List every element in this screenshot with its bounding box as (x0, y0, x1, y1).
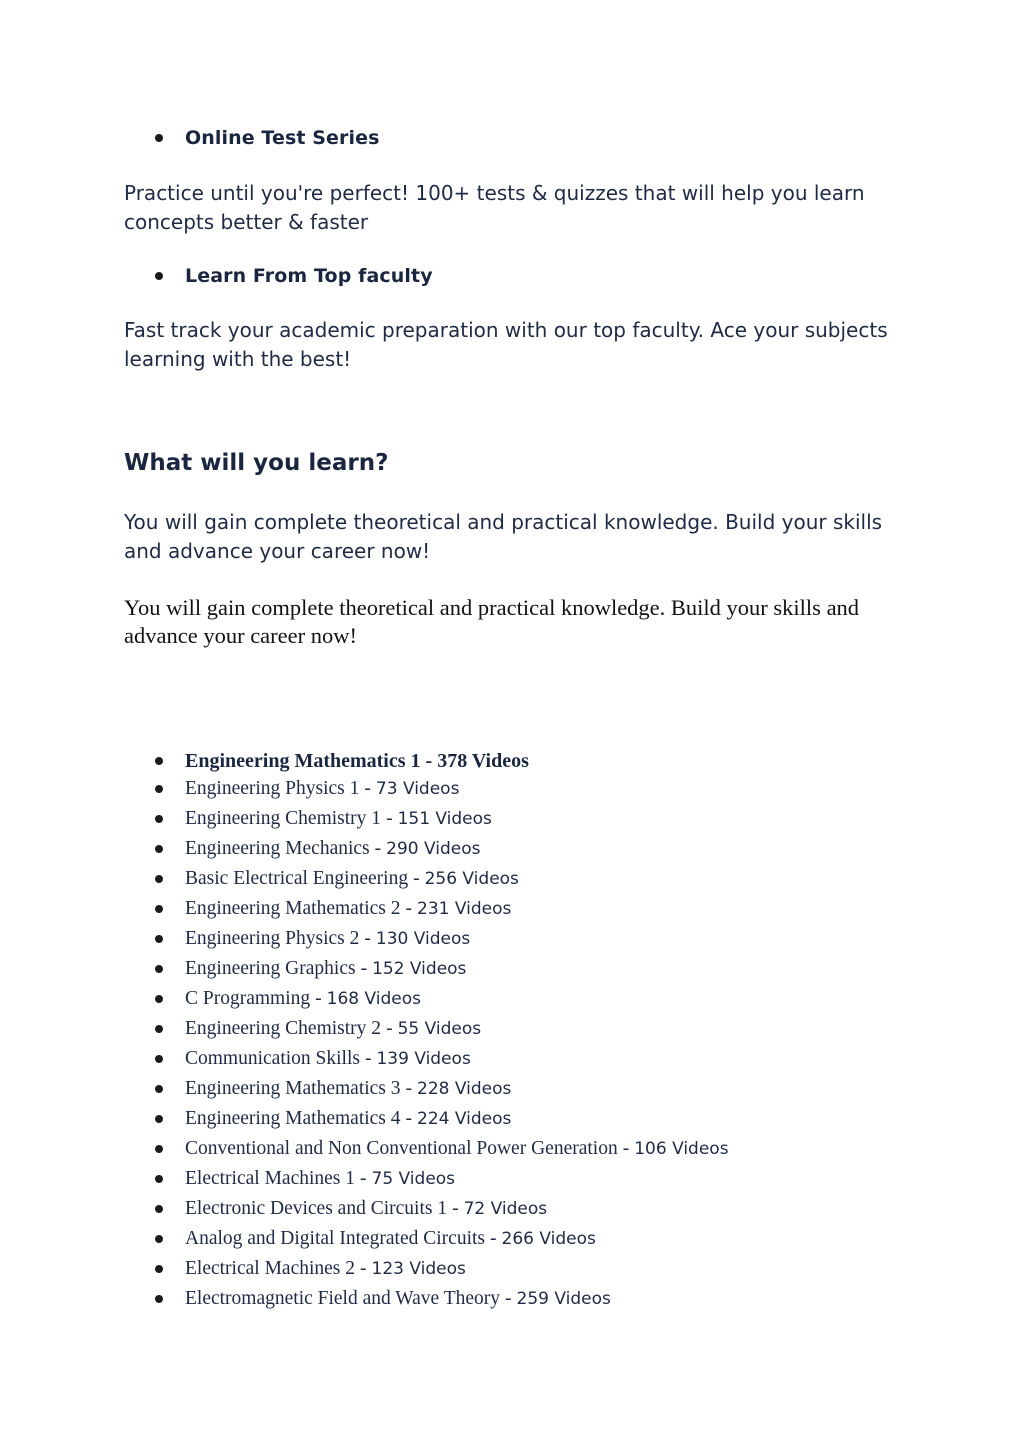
course-separator: - (490, 1228, 497, 1249)
course-list-item (155, 984, 729, 1014)
feature-title: Learn From Top faculty (185, 265, 433, 287)
course-video-count: 73 Videos (375, 779, 460, 799)
course-separator: - (413, 868, 420, 889)
bullet-icon (155, 1235, 163, 1243)
bullet-icon (155, 1175, 163, 1183)
course-list-item (155, 1074, 729, 1104)
course-video-count: 130 Videos (375, 929, 471, 949)
course-video-count: 72 Videos (463, 1199, 548, 1219)
course-separator: - (364, 778, 371, 799)
course-separator: - (505, 1288, 512, 1309)
course-list-item (155, 924, 729, 954)
course-name: Engineering Mathematics 2 (185, 898, 401, 919)
section-heading: What will you learn? (124, 450, 389, 476)
course-video-count: 106 Videos (634, 1139, 729, 1159)
course-video-count: 151 Videos (397, 809, 492, 829)
feature-description: Practice until you're perfect! 100+ tests & quizzes that will help you learn concepts better & faster (124, 181, 865, 234)
bullet-icon (155, 815, 163, 823)
course-list-item (155, 834, 729, 864)
course-name: C Programming (185, 988, 311, 1009)
bullet-icon (155, 935, 163, 943)
course-name: Engineering Physics 2 (185, 928, 360, 949)
course-list-item (155, 1194, 729, 1224)
course-list-item (155, 1254, 729, 1284)
course-separator: - (386, 808, 393, 829)
course-list-item (155, 864, 729, 894)
course-list (155, 748, 729, 1314)
course-separator: - (374, 838, 382, 859)
course-separator: - (622, 1138, 630, 1159)
course-name: Analog and Digital Integrated Circuits (185, 1228, 486, 1249)
course-name: Engineering Graphics (185, 958, 356, 979)
course-list-item (155, 1284, 729, 1314)
learn-description-serif: You will gain complete theoretical and practical knowledge. Build your skills and advance your career now! (124, 595, 860, 648)
course-name: Electromagnetic Field and Wave Theory (185, 1288, 501, 1309)
course-name: Engineering Mechanics (185, 838, 370, 859)
course-name: Electrical Machines 1 (185, 1168, 356, 1189)
course-video-count: 266 Videos (501, 1229, 596, 1249)
course-separator: - (360, 1168, 367, 1189)
course-name: Engineering Mathematics 1 (185, 749, 421, 772)
course-video-count: 224 Videos (417, 1109, 512, 1129)
bullet-icon (155, 965, 163, 973)
course-list-item (155, 1134, 729, 1164)
bullet-icon (155, 134, 163, 142)
bullet-icon (155, 785, 163, 793)
course-list-item (155, 1044, 729, 1074)
course-name: Engineering Mathematics 4 (185, 1108, 401, 1129)
bullet-icon (155, 845, 163, 853)
course-list-item (155, 748, 729, 774)
course-name: Conventional and Non Conventional Power Generation (185, 1138, 618, 1159)
course-name: Engineering Physics 1 (185, 778, 360, 799)
course-separator: - (405, 1108, 413, 1129)
course-video-count: 139 Videos (376, 1049, 471, 1069)
course-video-count: 228 Videos (417, 1079, 512, 1099)
course-video-count: 152 Videos (372, 959, 467, 979)
course-list-item (155, 1224, 729, 1254)
course-separator: - (364, 928, 371, 949)
bullet-icon (155, 1055, 163, 1063)
course-name: Engineering Mathematics 3 (185, 1078, 401, 1099)
course-video-count: 259 Videos (516, 1289, 611, 1309)
bullet-icon (155, 875, 163, 883)
course-name: Basic Electrical Engineering (185, 868, 409, 889)
feature-item-online-test-series (155, 127, 380, 149)
course-separator: - (405, 1078, 413, 1099)
course-video-count: 290 Videos (386, 839, 481, 859)
course-video-count: 231 Videos (417, 899, 512, 919)
course-list-item (155, 1104, 729, 1134)
course-separator: - (360, 958, 368, 979)
feature-title: Online Test Series (185, 127, 380, 149)
course-video-count: 75 Videos (371, 1169, 456, 1189)
bullet-icon (155, 1295, 163, 1303)
bullet-icon (155, 1265, 163, 1273)
course-separator: - (360, 1258, 367, 1279)
bullet-icon (155, 995, 163, 1003)
feature-description: Fast track your academic preparation with our top faculty. Ace your subjects learning with the best! (124, 318, 888, 371)
course-video-count: 123 Videos (371, 1259, 466, 1279)
course-name: Electrical Machines 2 (185, 1258, 356, 1279)
bullet-icon (155, 272, 163, 280)
course-separator: - (452, 1198, 459, 1219)
course-video-count: 55 Videos (397, 1019, 482, 1039)
course-separator: - (364, 1048, 372, 1069)
course-list-item (155, 1014, 729, 1044)
course-list-item (155, 894, 729, 924)
course-list-item (155, 1164, 729, 1194)
course-separator: - (386, 1018, 393, 1039)
bullet-icon (155, 1205, 163, 1213)
course-separator: - (405, 898, 413, 919)
course-name: Electronic Devices and Circuits 1 (185, 1198, 448, 1219)
bullet-icon (155, 1085, 163, 1093)
course-list-item (155, 954, 729, 984)
learn-description-sans: You will gain complete theoretical and practical knowledge. Build your skills and advance your career now! (124, 510, 883, 563)
course-separator: - (315, 988, 322, 1009)
course-list-item (155, 774, 729, 804)
bullet-icon (155, 757, 163, 765)
course-name: Engineering Chemistry 1 (185, 808, 382, 829)
bullet-icon (155, 1025, 163, 1033)
course-name: Communication Skills (185, 1048, 360, 1069)
course-video-count: 168 Videos (326, 989, 421, 1009)
course-list-item (155, 804, 729, 834)
course-video-count: 256 Videos (424, 869, 519, 889)
bullet-icon (155, 1115, 163, 1123)
course-video-count: 378 Videos (437, 749, 529, 772)
bullet-icon (155, 905, 163, 913)
course-name: Engineering Chemistry 2 (185, 1018, 382, 1039)
bullet-icon (155, 1145, 163, 1153)
feature-item-learn-from-top-faculty (155, 265, 433, 287)
course-separator: - (425, 749, 433, 772)
